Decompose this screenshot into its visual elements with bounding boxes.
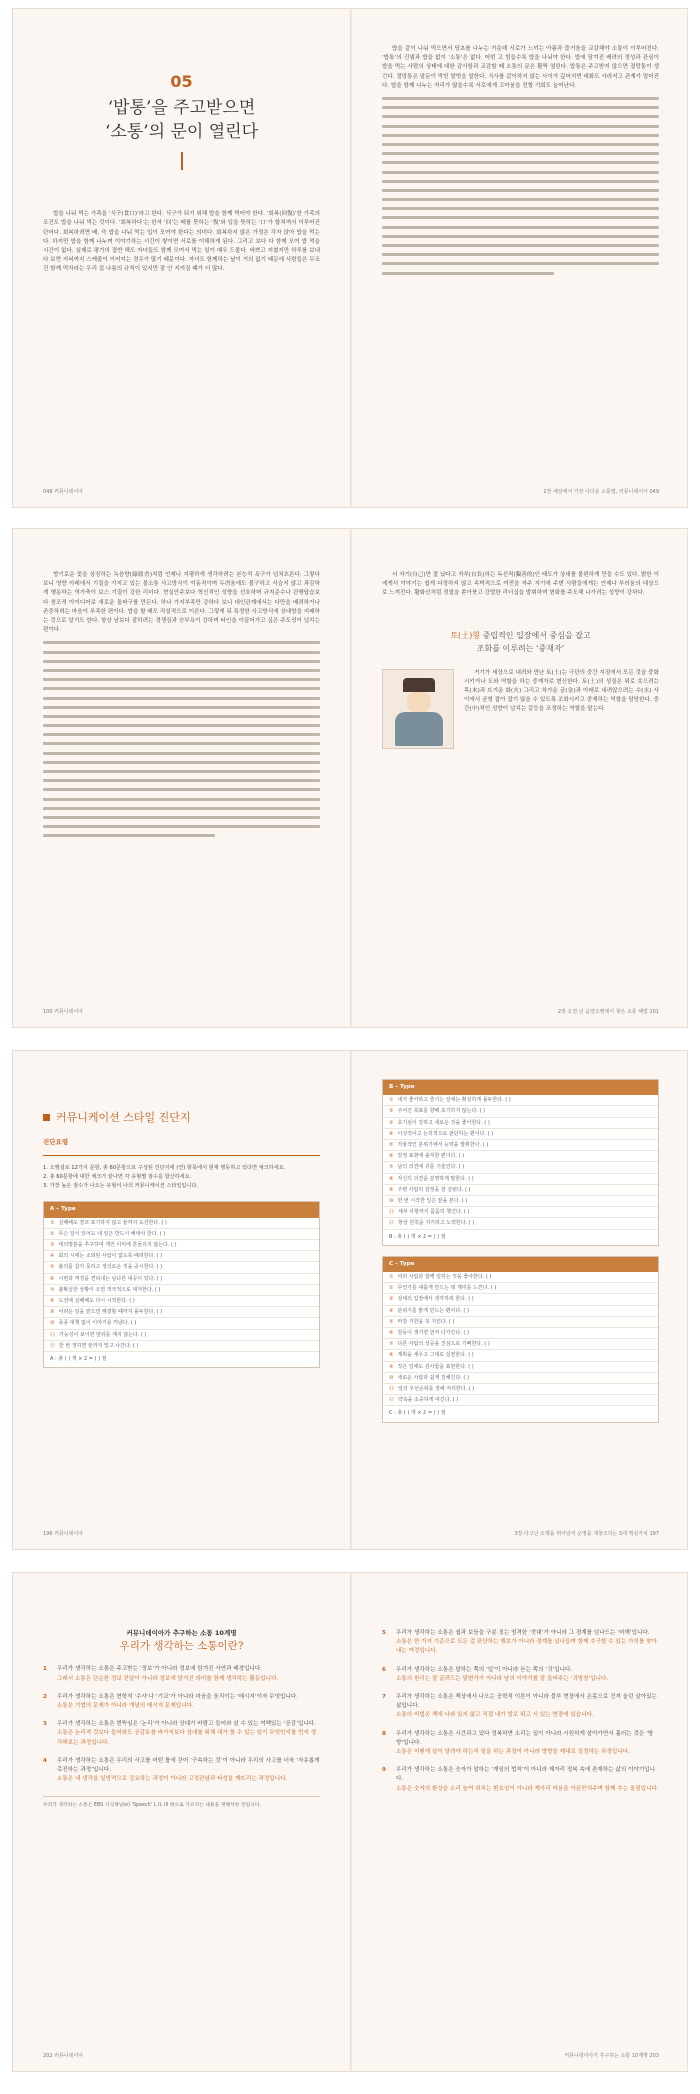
table-row[interactable]: ① 내가 좋아하고 즐기는 일에는 확실하게 몰두한다. ( ) (383, 1095, 658, 1106)
table-header: C – Type (383, 1257, 658, 1272)
table-row[interactable]: ⑩ 새로운 사람과 쉽게 친해진다. ( ) (383, 1373, 658, 1384)
section-heading-line-1: 중립적인 입장에서 중심을 잡고 (482, 630, 591, 640)
table-header: B – Type (383, 1080, 658, 1095)
table-row[interactable]: ⑧ 자신의 의견을 분명하게 말한다. ( ) (383, 1174, 658, 1185)
book-spread-4 (12, 1572, 688, 2072)
table-row[interactable]: ⑫ 항상 원칙을 지키려고 노력한다. ( ) (383, 1218, 658, 1229)
table-row[interactable]: ② 무슨 일이 있어도 내 일은 반드시 해내야 한다. ( ) (44, 1229, 319, 1240)
score-formula: B : 총 ( ) 개 × 2 = ( ) 점 (389, 1233, 446, 1240)
list-item: 6 우리가 생각하는 소통은 말하는 쪽의 ‘입’이 아니라 듣는 쪽의 ‘귀’입니다. 소통의 원리는 잘 끌려드는 달변가가 아니라 남의 이야기를 잘 들어주는 ‘귀명창’입니다. (382, 1666, 609, 1682)
page-folio: 202 커뮤니데이아 (43, 2052, 84, 2059)
table-row[interactable]: ⑨ 어려운 일을 맡으면 해결할 때까지 몰두한다. ( ) (44, 1307, 319, 1318)
checklist-table-a (43, 1201, 320, 1368)
page-48 (13, 9, 350, 507)
divider (43, 1155, 320, 1156)
scholar-illustration (382, 669, 454, 749)
list-item: 7 우리가 생각하는 소통은 책상에서 나오는 공학적 이론이 아니라 블루 현장에서 온몸으로 건져 올린 살아있는 삶입니다. 소통의 비법은 책에 나와 있지 않고 직접 내가 발로 뛰고 서 있는 현장에 있습니다. (382, 1694, 657, 1719)
body-text: 거기가 세상으로 내려와 만난 토(土)는 극단의 중간 지점에서 모든 것을 중화시키거나 도와 역할을 하는 중재자로 변신한다. 토(土)의 성질은 위로 솟으려는 목(木)과 뜨거운 화(火) 그리고 차가운 금(金)과 아래로 내려앉으려는 수(水) 사이에서 균형 잡아 잡기 않을 수 있도록 조화시키고 중재하는 역할을 담당한다. 중간(中)적인 성향이 넘치는 갈등을 조정하는 역할을 맡는다. (464, 669, 659, 713)
table-row[interactable]: ④ 분위기를 밝게 만드는 편이다. ( ) (383, 1306, 658, 1317)
table-row[interactable]: ⑫ 한 번 정하면 끝까지 밀고 나간다. ( ) (44, 1341, 319, 1352)
table-row[interactable]: ⑦ 남의 의견에 귀를 기울인다. ( ) (383, 1162, 658, 1173)
page-49 (352, 9, 688, 507)
score-formula: C : 총 ( ) 개 × 2 = ( ) 점 (389, 1410, 446, 1417)
table-row[interactable]: ⑤ 불의를 참지 못하고 정의로운 것을 중시한다. ( ) (44, 1262, 319, 1273)
body-text: 향기로운 꽃을 상징하는 녹음향(綠陰香)처럼 언제나 지평하게 생각하려는 본능적 욕구가 넘쳐흐른다. 그렇다 보니 영향 아래에서 기질을 가지고 있는 불소통 사고방식이 억동적이며 두려움에도 불구하고 서슴지 않고 과감하게 행동하는 역가축이 보스 기질이 강한 리더다. 현실안주보다 혁신적인 성향을 선호하며 규칙준수나 관행답습보다 창조적 아이디어로 새로운 돌파구를 만든다. 하나 가지부족만 강하다 보니 대인관계에서는 다만을 배려하거나 존중하려는 마음이 부족한 편이다. 밥을 할 때도 직설적으로 이른다. 그렇게 되 특정한 사고방식에 상대방을 지배하는 것으로 알기도 한다. 항상 남보다 잘하려는 경쟁심과 승부욕이 강하며 타인을 이끌어가고 싶은 주도성이 넘치는 편이다. (43, 572, 321, 634)
page-101 (352, 529, 688, 1027)
page-197 (352, 1051, 688, 1549)
box-title: 커뮤니데이아가 추구하는 소통 10계명 (126, 1629, 237, 1637)
page-folio: 커뮤니데이아가 추구하는 소통 10계명 203 (564, 2052, 659, 2059)
table-row[interactable]: ⑫ 약속을 소중하게 여긴다. ( ) (383, 1395, 658, 1406)
test-title: 커뮤니케이션 스타일 진단지 (43, 1113, 320, 1122)
table-row[interactable]: ⑥ 시련과 역경을 견뎌내는 남다른 내공이 있다. ( ) (44, 1274, 319, 1285)
table-row[interactable]: ① 실패해도 결코 포기하지 않고 끝까지 도전한다. ( ) (44, 1218, 319, 1229)
book-spread-3 (12, 1050, 688, 1550)
table-row[interactable]: ⑧ 도전에 실패해도 다시 시작한다. ( ) (44, 1296, 319, 1307)
page-folio: 100 커뮤니데이아 (43, 1008, 84, 1015)
table-row[interactable]: ⑪ 세부 사항까지 꼼꼼히 챙긴다. ( ) (383, 1207, 658, 1218)
table-row[interactable]: ⑩ 종종 대책 없이 이야기를 꺼낸다. ( ) (44, 1318, 319, 1329)
chapter-title-line-2: ‘소통’의 문이 열린다 (105, 122, 258, 143)
table-row[interactable]: ⑤ 자율적인 분위기에서 능력을 발휘한다. ( ) (383, 1140, 658, 1151)
table-row[interactable]: ③ 상대의 입장에서 생각하려 한다. ( ) (383, 1294, 658, 1305)
page-100 (13, 529, 350, 1027)
checklist-table-c (382, 1256, 659, 1423)
page-folio: 1장 세상에서 가장 나다운 소통법, 커뮤니데이아 049 (543, 488, 659, 495)
chapter-title-line-1: ‘밥통’을 주고받으면 (107, 98, 256, 119)
list-item: 4 우리가 생각하는 소통은 우리의 사고를 어떤 틀에 갇어 ‘구속하는 것’이 아니라 우리의 사고를 더욱 ‘자유롭게 촉진하는 과정’입니다. 소통은 내 생각을 일방적으로 강요하는 과정이 아니라 고정관념과 타성을 깨뜨리는 과정입니다. (43, 1757, 320, 1783)
page-folio: 048 커뮤니데이아 (43, 488, 84, 495)
score-formula: A : 총 ( ) 개 × 2 = ( ) 점 (50, 1356, 107, 1363)
instructions-heading: 진단요령 (43, 1138, 69, 1147)
table-row[interactable]: ⑪ 일의 우선순위를 정해 처리한다. ( ) (383, 1384, 658, 1395)
section-heading-line-2: 조화를 이루려는 ‘중재자’ (476, 643, 565, 653)
table-row[interactable]: ⑨ 작은 일에도 감사함을 표현한다. ( ) (383, 1362, 658, 1373)
title-marker-icon (43, 1114, 50, 1121)
table-row[interactable]: ⑧ 계획을 세우고 그대로 실천한다. ( ) (383, 1350, 658, 1361)
footnote: 우리가 생각하는 소통은 EBS 지식채널(e) ‘Speech’ I, II, III 편으로 가르치는 내용을 재해석한 것입니다. (43, 1796, 320, 1810)
book-spread-2 (12, 528, 688, 1028)
table-row[interactable]: ④ 이성적이고 논리적으로 판단하는 편이다. ( ) (383, 1129, 658, 1140)
table-row[interactable]: ⑦ 불확실한 상황이 오면 적극적으로 대처한다. ( ) (44, 1285, 319, 1296)
list-item: 8 우리가 생각하는 소통은 시간과고 있다 정복하면 소리는 일이 아니라 시원하게 살아가면서 흘러는 것은 ‘방향’입니다. 소통은 어떻게 살이 달려야 하는지 일을 하는 과정이 아니라 방향을 제대로 설정하는 과정입니다. (382, 1730, 654, 1756)
list-item: 1 우리가 생각하는 소통은 주고받는 ‘정보’가 아니라 정보에 담겨진 사연과 배경입니다. 그래서 소통은 단순한 정보 전달이 아니라 정보에 담겨진 의미를 함께 생각하는 활동입니다. (43, 1666, 279, 1682)
chapter-divider (181, 152, 183, 170)
section-heading-type: 토(土)형 (450, 630, 481, 640)
body-text: 밥을 나눠 먹는 가족을 ‘식구(食口)’라고 한다. 식구가 되기 위해 밥을 함께 먹어야 한다. ‘회복(回復)’한 가족의 조건도 밥을 나눠 먹는 것이다. ‘회복하다’는 한자 ‘回’는 배를 뜻하는 ‘復’와 입을 뜻하는 ‘口’가 합쳐져서 이루어진 단어다. 회복하려면 배, 즉 밥을 나눠 먹는 입이 모여야 한다는 의미다. 회복하지 않은 가정은 각자 앉아 밥을 먹는다. 하지만 밥을 함께 나누며 이야기하는 시간이 쌓이면 서로를 이해하게 된다. 그리고 보다 다 함께 모여 밥 먹을 시간이 없다. 실제로 평가의 절반 해도 자녀들도 함께 모여서 먹는 일이 매우 드물다. 바쁘고 지쳤지만 하루를 보내다 보면 저녁까지 스케줄이 이어지는 경우가 많기 때문이다. 자녀도 함께하는 날이 거의 없기 때문에 사람들은 무조건 함께 먹자라는 우리 집 나름의 규칙이 있지만 잘 안 지켜질 때가 더 많다. (43, 211, 321, 273)
list-item: 5 우리가 생각하는 소통은 쉽과 보듬을 구분 짓는 엄격한 ‘잣대’가 아니라 그 경계를 넘나드는 ‘어깨’입니다. 소통은 한 가지 기준으로 모든 걸 판단하는 행보가 아니라 경계를 넘나들며 함께 추구할 수 있는 가치를 찾아내는 여정입니다. (382, 1630, 657, 1655)
table-row[interactable]: ① 여러 사람과 함께 일하는 것을 좋아한다. ( ) (383, 1272, 658, 1283)
table-header: A – Type (44, 1202, 319, 1217)
table-row[interactable]: ⑤ 마감 기한을 꼭 지킨다. ( ) (383, 1317, 658, 1328)
table-row[interactable]: ⑦ 다른 사람의 성공을 진심으로 기뻐한다. ( ) (383, 1339, 658, 1350)
table-row[interactable]: ⑪ 가능성이 보이면 앞뒤를 재지 않는다. ( ) (44, 1330, 319, 1341)
box-heading: 우리가 생각하는 소통이란? (119, 1640, 244, 1653)
table-row[interactable]: ⑩ 한 번 시작한 일은 끝을 본다. ( ) (383, 1196, 658, 1207)
book-spread-1 (12, 8, 688, 508)
page-folio: 196 커뮤니데이아 (43, 1530, 84, 1537)
instructions: 1. 오행설로 12가지 문항, 총 60문항으로 구성된 진단지에 (연) 항목에서 현재 행동하고 있다면 체크하세요. 2. 총 60문항에 대한 체크가 끝나면 각 유형별 점수를 합산하세요. 3. 가장 높은 점수가 나오는 유형이 나의 커뮤니케이션 스타일입니다. (43, 1165, 286, 1190)
table-row[interactable]: ⑨ 주변 사람의 감정을 잘 살핀다. ( ) (383, 1185, 658, 1196)
table-row[interactable]: ② 주어진 목표를 향해 포기하지 않는다. ( ) (383, 1106, 658, 1117)
body-text-continued (382, 97, 659, 275)
table-row[interactable]: ⑥ 감정 표현에 솔직한 편이다. ( ) (383, 1151, 658, 1162)
list-item: 9 우리가 생각하는 소통은 숫자가 말하는 ‘게임의 법칙’이 아니라 제자리 정복 속에 존재하는 삶의 이야기입니다. 소통은 숫자의 환상을 소리 높여 외치는 환호성이 아니라 제자리 어용을 아픈만쳐주며 함께 추는 울림입니다. (382, 1767, 659, 1792)
page-folio: 2장 오천 년 음양오행에서 찾은 소통 해법 101 (557, 1008, 659, 1015)
list-item: 3 우리가 생각하는 소통은 번뜩임은 ‘논리’가 아니라 상대가 바람고 들어와 살 수 있는 여백있는 ‘공감’입니다. 소통은 논리적 것보다 들어와도 공감토를 바가지보다 상대를 위해 내가 할 수 있는 일이 무엇인지를 먼저 생각해보는 과정입니다. (43, 1721, 317, 1746)
table-row[interactable]: ⑥ 갈등이 생기면 먼저 다가간다. ( ) (383, 1328, 658, 1339)
checklist-table-b (382, 1079, 659, 1246)
body-text: 서 자기(自己)만 잘 났다고 자부(自負)하는 독선적(獨善的)인 태도가 상대를 불편하게 만들 수도 있다. 밝한 이에게서 이야기는 쉽게 다정하지 않고 속박적으로 여전을 자주 자기에 주변 사람들에게는 언제나 부러움의 대상으로 느껴진다. 활화산처럼 정열을 쏟아붓고 강렬한 리더십을 발휘하며 변화를 주도해 나가려는 성향이 강하다. (382, 572, 659, 597)
page-196 (13, 1051, 350, 1549)
page-folio: 3장 타고난 오행을 뛰어넘어 운명을 재창조하는 5대 핵심가치 197 (514, 1530, 659, 1537)
body-text: 밥을 같이 나눠 먹으면서 당초를 나누는 가운데 서로가 느끼는 아픔과 즐거움을 교감해야 소통이 이루어진다. ‘밥통’의 건넴과 밥을 없이 ‘소통’은 없다. 어떤 고 힘들수록 밥을 나눠야 한다. 밥에 담겨진 배려의 정성과 관심이 밥을 먹는 사람의 상태에 대한 감사함과 교감할 때 소통의 문은 활짝 열린다. 밥통은 주고받지 않으면 절망통이 생긴다. 절망통은 말문이 막힌 말벗을 말한다. 식사를 같이하지 않는 사이가 깊어지면 대화도 사라지고 관계가 멀어진다. 밥을 함께 나누는 자리가 많을수록 서로에게 고마움을 전할 기회도 늘어난다. (382, 46, 660, 89)
section-heading (382, 629, 659, 655)
page-203 (352, 1573, 688, 2071)
chapter-title (43, 96, 320, 144)
table-row[interactable]: ④ 회의 시에는 소외된 사람이 없도록 배려한다. ( ) (44, 1251, 319, 1262)
chapter-number: 05 (170, 72, 193, 91)
table-row[interactable]: ③ 호기심이 강하고 새로운 것을 좋아한다. ( ) (383, 1118, 658, 1129)
page-202 (13, 1573, 350, 2071)
body-text-continued (43, 641, 320, 837)
table-row[interactable]: ③ 대의명분을 추구하며 개인 이익에 흔들리지 않는다. ( ) (44, 1240, 319, 1251)
list-item: 2 우리가 생각하는 소통은 현학적 ‘수사’나 ‘기교’가 아니라 마음을 움직이는 ‘메시지’이자 무엇입니다. 소통은 기법의 문제가 아니라 개념의 메시지 문제입니다. (43, 1693, 298, 1710)
table-row[interactable]: ② 무언가를 새롭게 만드는 데 재미를 느낀다. ( ) (383, 1283, 658, 1294)
